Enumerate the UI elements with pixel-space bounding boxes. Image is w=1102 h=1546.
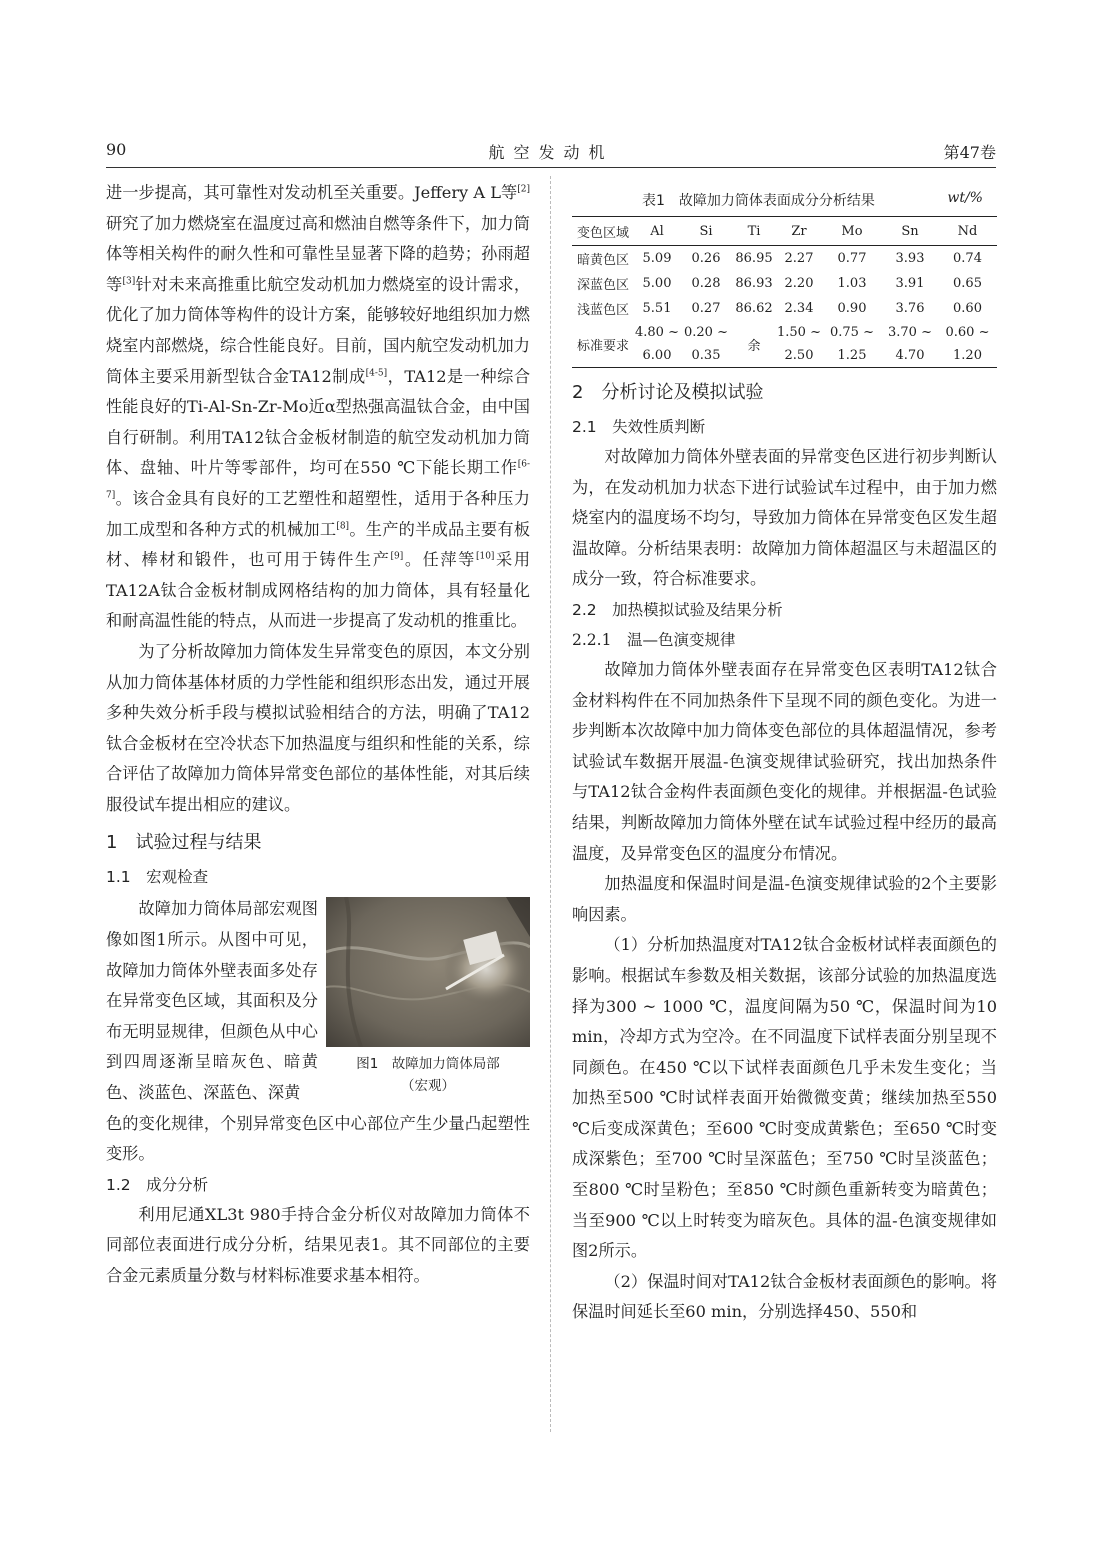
table-1 <box>572 216 997 368</box>
paragraph-factors: 加热温度和保温时间是温-色演变规律试验的2个主要影响因素。 <box>572 874 997 924</box>
ref-4-5[interactable]: [4-5] <box>365 368 388 379</box>
table-cell-std-label: 标准要求 <box>572 321 634 368</box>
table-cell: 86.93 <box>735 276 773 291</box>
table-cell: 5.09 <box>642 251 672 266</box>
paragraph-heating-temp: （1）分析加热温度对TA12钛合金板材试样表面颜色的影响。根据试车参数及相关数据，该部分试验的加热温度选择为300 ~ 1000 ℃，温度间隔为50 ℃，保温时间为10 min，冷却方式为空冷。在不同温度下试样表面分别呈现不同颜色。在450 ℃以下试样表面颜色几乎未发生变化；当加热至500 ℃时试样表面开始微微变黄；继续加热至550 ℃后变成深黄色；至600 ℃时变成黄紫色；至650 ℃时变成深紫色；至700 ℃时呈深蓝色；至750 ℃时呈淡蓝色；至800 ℃时呈粉色；至850 ℃时颜色重新转变为暗黄色；当至900 ℃以上时转变为暗灰色。具体的温-色演变规律如图2所示。 <box>572 935 997 1261</box>
subsection-heading-1-1: 1.1 宏观检查 <box>106 868 209 887</box>
table-header-cell: Mo <box>822 217 882 246</box>
table-1-caption: 表1 故障加力筒体表面成分分析结果 <box>642 193 875 209</box>
table-cell-range: 3.70 ~ 4.70 <box>882 321 938 368</box>
table-header-cell: Si <box>680 217 732 246</box>
paragraph-intro: 进一步提高，其可靠性对发动机至关重要。Jeffery A L等[2]研究了加力燃烧室在温度过高和燃油自燃等条件下，加力筒体等相关构件的耐久性和可靠性呈显著下降的趋势；孙雨超等[3]针对未来高推重比航空发动机加力燃烧室的设计需求，优化了加力筒体等构件的设计方案，能够较好地组织加力燃烧室内部燃烧，综合性能良好。目前，国内航空发动机加力筒体主要采用新型钛合金TA12制成[4-5]，TA12是一种综合性能良好的Ti-Al-Sn-Zr-Mo近α型热强高温钛合金，由中国自行研制。利用TA12钛合金板材制造的航空发动机加力筒体、盘轴、叶片等零部件，均可在550 ℃下能长期工作[6-7]。该合金具有良好的工艺塑性和超塑性，适用于各种压力加工成型和各种方式的机械加工[8]。生产的半成品主要有板材、棒材和锻件，也可用于铸件生产[9]。任萍等[10]采用TA12A钛合金板材制成网格结构的加力筒体，具有轻量化和耐高温性能的特点，从而进一步提高了发动机的推重比。 <box>106 183 531 631</box>
table-cell: 0.90 <box>837 301 867 316</box>
volume-label: 第47卷 <box>943 143 996 162</box>
ref-6-7[interactable]: [6-7] <box>106 459 530 501</box>
table-cell-range: 0.75 ~ 1.25 <box>822 321 882 368</box>
table-cell: 0.27 <box>691 301 721 316</box>
journal-title: 航空发动机 <box>488 143 614 162</box>
ref-10[interactable]: [10] <box>475 551 495 562</box>
table-cell: 0.28 <box>691 276 721 291</box>
table-cell: 0.26 <box>691 251 721 266</box>
header-rule <box>106 167 996 168</box>
table-cell: 2.20 <box>784 276 814 291</box>
paragraph-macro-rest: 色的变化规律，个别异常变色区中心部位产生少量凸起塑性变形。 <box>106 1113 530 1164</box>
table-cell-balance: 余 <box>732 321 776 368</box>
table-row <box>572 246 997 272</box>
running-header <box>106 140 996 166</box>
table-cell: 86.62 <box>735 301 773 316</box>
table-cell: 深蓝色区 <box>576 278 629 293</box>
macro-photo <box>326 897 530 1047</box>
ref-9[interactable]: [9] <box>390 551 404 562</box>
figure-1-caption <box>326 1053 530 1097</box>
paragraph-failure-nature: 对故障加力筒体外壁表面的异常变色区进行初步判断认为，在发动机加力状态下进行试验试车过程中，由于加力燃烧室内的温度场不均匀，导致加力筒体在异常变色区发生超温故障。分析结果表明：故障加力筒体超温区与未超温区的成分一致，符合标准要求。 <box>572 447 997 589</box>
table-cell: 浅蓝色区 <box>576 303 629 318</box>
table-cell: 0.74 <box>953 251 982 266</box>
page-number: 90 <box>106 140 127 159</box>
table-header-cell: 变色区域 <box>572 217 634 246</box>
paragraph-composition: 利用尼通XL3t 980手持合金分析仪对故障加力筒体不同部位表面进行成分分析，结果见表1。其不同部位的主要合金元素质量分数与材料标准要求基本相符。 <box>106 1204 530 1285</box>
table-cell: 0.77 <box>837 251 867 266</box>
section-heading-2: 2 分析讨论及模拟试验 <box>572 382 764 403</box>
table-cell: 1.03 <box>837 276 867 291</box>
table-cell: 0.60 <box>953 301 982 316</box>
table-row <box>572 296 997 321</box>
table-row <box>572 271 997 296</box>
left-column <box>106 178 530 1292</box>
table-header-cell: Sn <box>882 217 938 246</box>
table-cell: 86.95 <box>735 251 773 266</box>
table-cell: 2.27 <box>784 251 814 266</box>
figure-1-wrap <box>106 894 530 1108</box>
subsubsection-heading-2-2-1: 2.2.1 温—色演变规律 <box>572 630 736 649</box>
table-cell-range: 0.60 ~ 1.20 <box>938 321 997 368</box>
paragraph-macro-side: 故障加力筒体局部宏观图像如图1所示。从图中可见，故障加力筒体外壁表面多处存在异常变色区域，其面积及分布无明显规律，但颜色从中心到四周逐渐呈暗灰色、暗黄色、淡蓝色、深蓝色、深黄 <box>106 899 318 1103</box>
table-cell: 3.76 <box>895 301 925 316</box>
table-row-standard <box>572 321 997 368</box>
table-cell: 2.34 <box>784 301 814 316</box>
table-header-cell: Zr <box>776 217 822 246</box>
macro-photo-graphic <box>326 897 530 1047</box>
table-header-row <box>572 217 997 246</box>
table-cell: 暗黄色区 <box>576 253 629 268</box>
table-header-cell: Nd <box>938 217 997 246</box>
ref-2[interactable]: [2] <box>517 184 530 195</box>
paragraph-purpose: 为了分析故障加力筒体发生异常变色的原因，本文分别从加力筒体基体材质的力学性能和组织形态出发，通过开展多种失效分析手段与模拟试验相结合的方法，明确了TA12钛合金板材在空冷状态下加热温度与组织和性能的关系，综合评估了故障加力筒体异常变色部位的基体性能，对其后续服役试车提出相应的建议。 <box>106 641 530 814</box>
table-cell: 3.91 <box>895 276 925 291</box>
table-cell: 0.65 <box>953 276 982 291</box>
figure-1-label: 图1 故障加力筒体局部 <box>356 1056 500 1073</box>
table-header-cell: Al <box>634 217 680 246</box>
table-header-cell: Ti <box>732 217 776 246</box>
subsection-heading-2-1: 2.1 失效性质判断 <box>572 418 706 436</box>
ref-3[interactable]: [3] <box>122 276 136 287</box>
table-cell-range: 1.50 ~ 2.50 <box>776 321 822 368</box>
table-cell-range: 0.20 ~ 0.35 <box>680 321 732 368</box>
subsection-heading-1-2: 1.2 成分分析 <box>106 1175 209 1194</box>
table-cell-range: 4.80 ~ 6.00 <box>634 321 680 368</box>
ref-8[interactable]: [8] <box>336 521 350 532</box>
paragraph-temp-color: 故障加力筒体外壁表面存在异常变色区表明TA12钛合金材料构件在不同加热条件下呈现不同的颜色变化。为进一步判断本次故障中加力筒体变色部位的具体超温情况，参考试验试车数据开展温-色演变规律试验研究，找出加热条件与TA12钛合金构件表面颜色变化的规律。并根据温-色试验结果，判断故障加力筒体外壁在试车试验过程中经历的最高温度，及异常变色区的温度分布情况。 <box>572 659 997 863</box>
right-column <box>572 380 997 1328</box>
figure-1 <box>326 897 530 1108</box>
section-heading-1: 1 试验过程与结果 <box>106 832 262 854</box>
column-divider <box>550 176 551 1432</box>
subsection-heading-2-2: 2.2 加热模拟试验及结果分析 <box>572 600 783 619</box>
paragraph-holding-time: （2）保温时间对TA12钛合金板材表面颜色的影响。将保温时间延长至60 min，分别选择450、550和 <box>572 1271 997 1322</box>
table-cell: 5.00 <box>642 276 672 291</box>
table-cell: 5.51 <box>642 301 672 316</box>
table-cell: 3.93 <box>895 251 925 266</box>
table-1-unit: wt/% <box>947 190 983 206</box>
figure-1-sublabel: （宏观） <box>401 1078 455 1095</box>
